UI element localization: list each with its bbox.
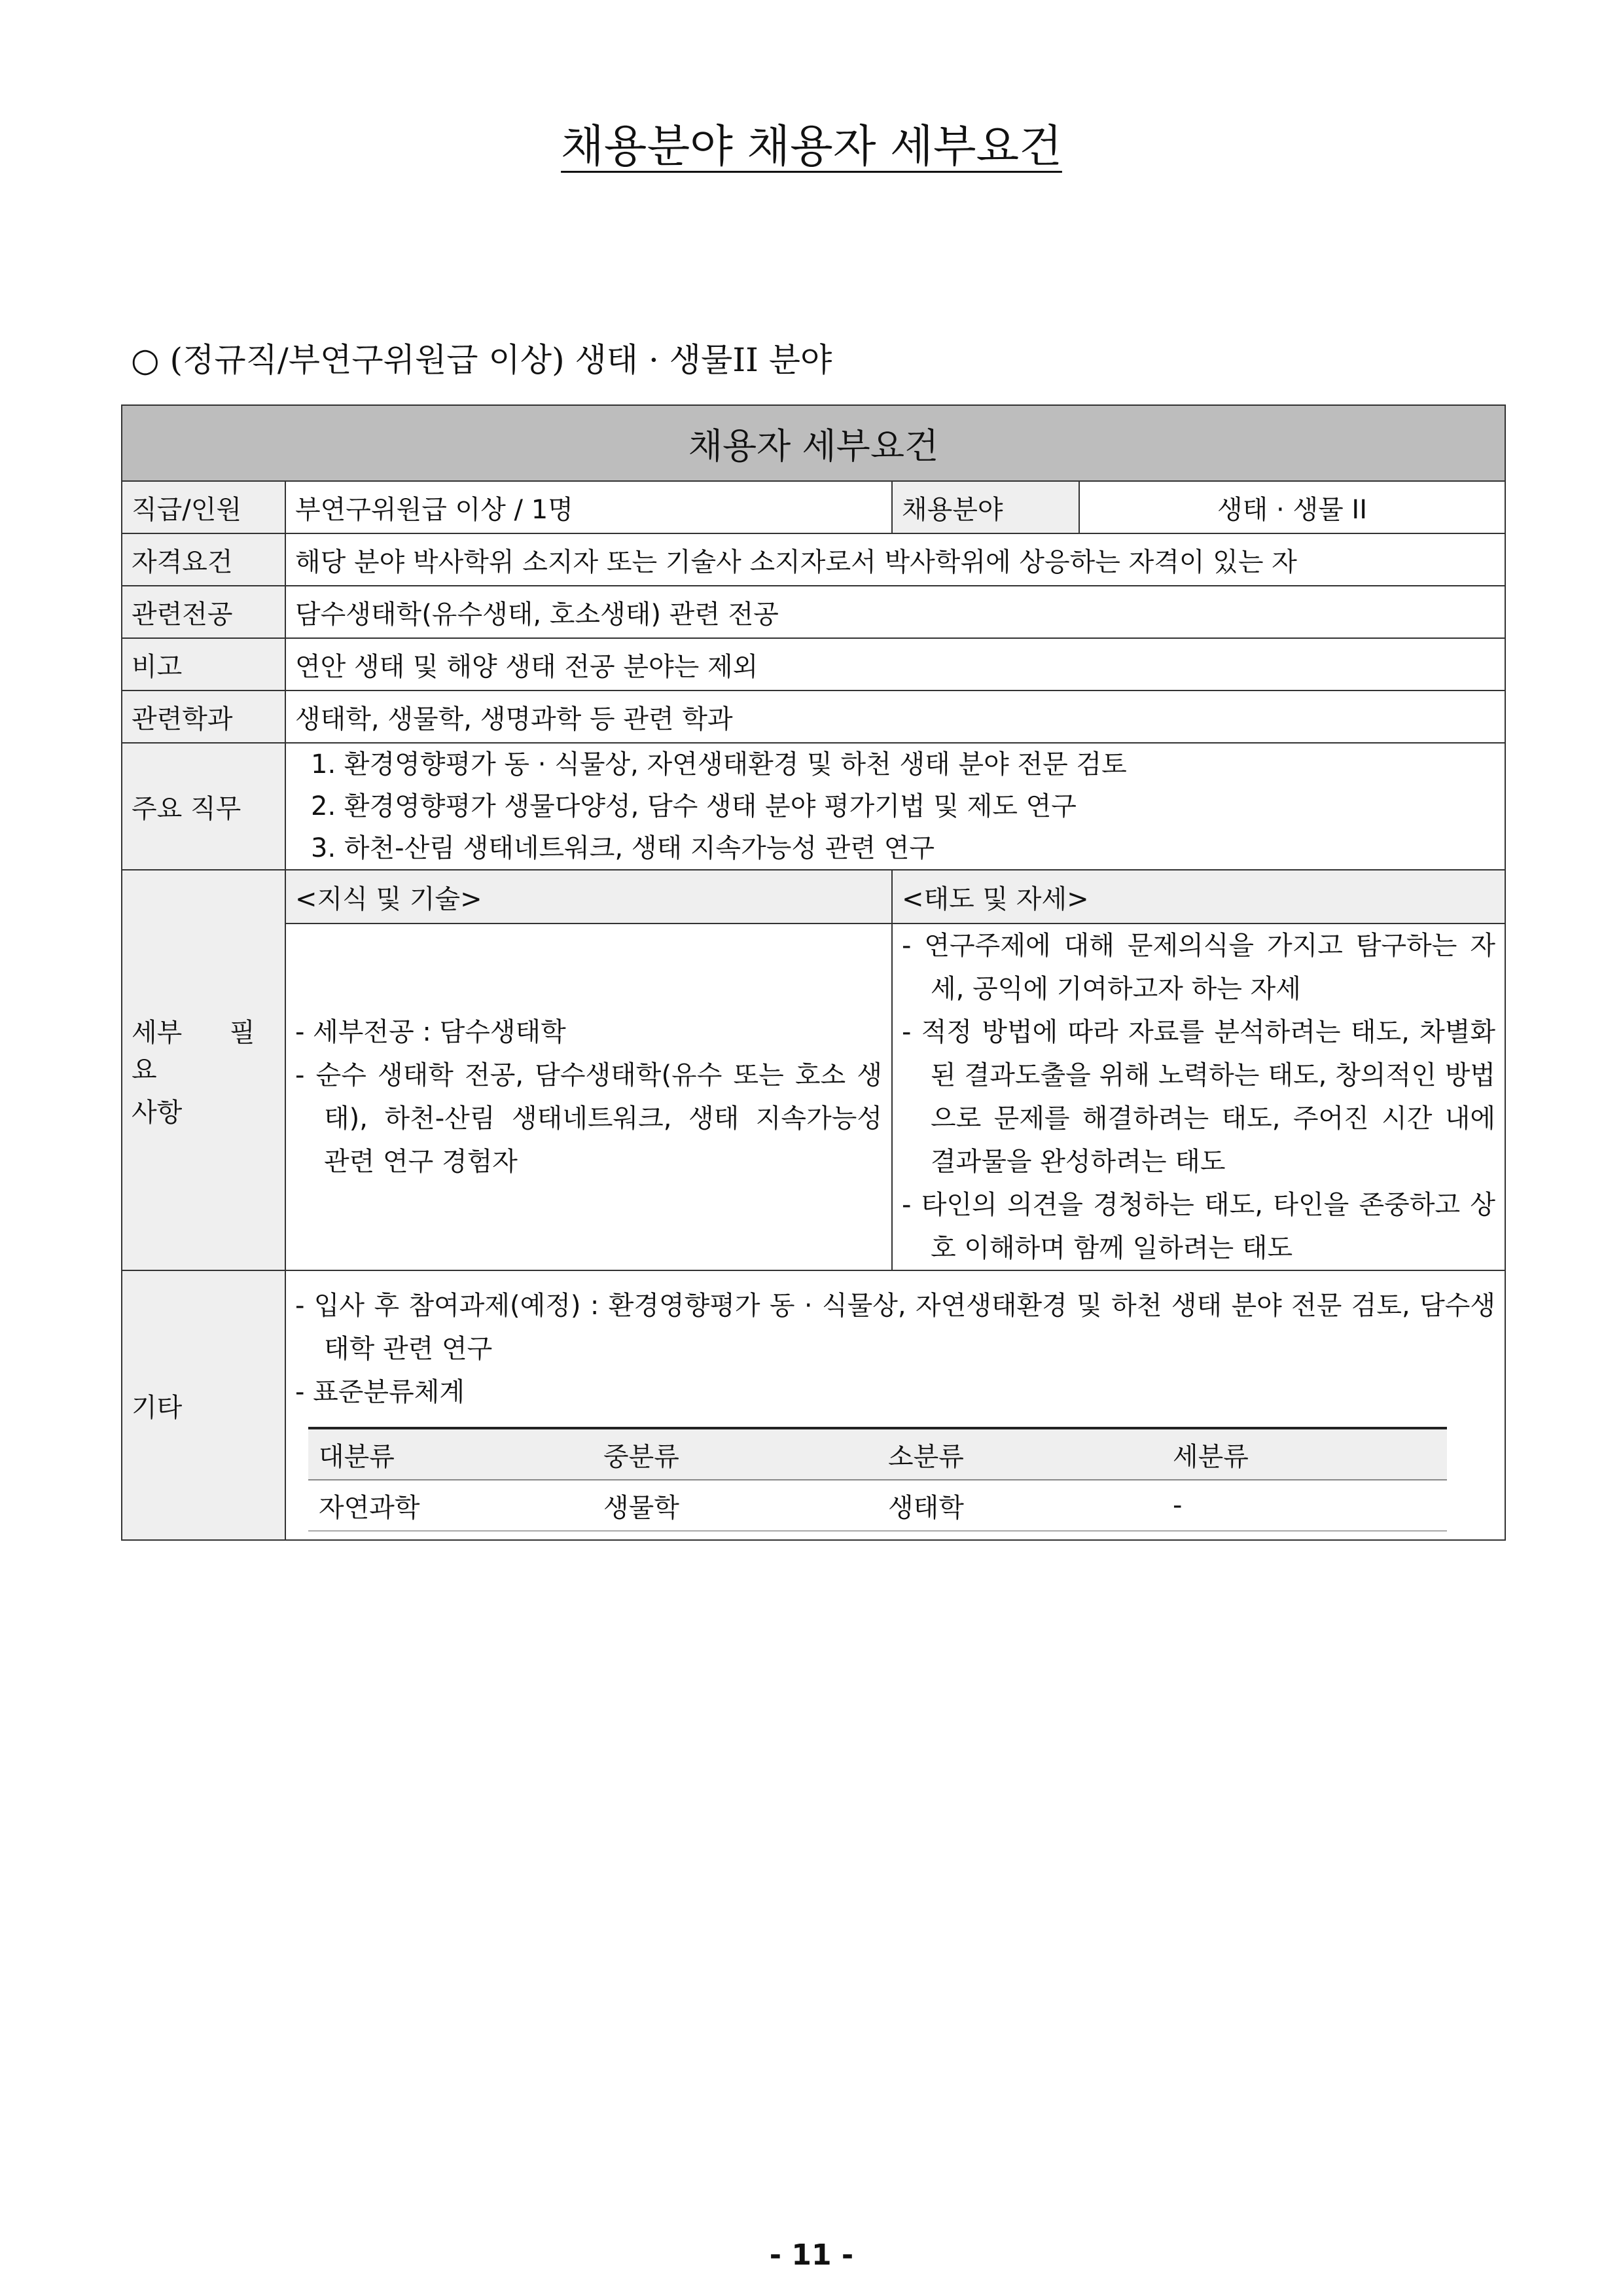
note-label: 비고 (122, 638, 285, 691)
duties-label: 주요 직무 (122, 743, 285, 870)
cls-value-major: 자연과학 (308, 1480, 593, 1531)
section-heading: ○ (정규직/부연구위원급 이상) 생태 · 생물II 분야 (131, 341, 832, 379)
cls-header-detail: 세분류 (1162, 1428, 1447, 1480)
cls-value-middle: 생물학 (593, 1480, 878, 1531)
cls-value-minor: 생태학 (878, 1480, 1162, 1531)
duty-item: 1. 환경영향평가 동 · 식물상, 자연생태환경 및 하천 생태 분야 전문 검토 (311, 749, 1127, 780)
knowledge-item: - 세부전공 : 담수생태학 (295, 1017, 566, 1047)
attitude-cell (892, 924, 1505, 1270)
etc-item: - 입사 후 참여과제(예정) : 환경영향평가 동 · 식물상, 자연생태환경 및 하천 생태 분야 전문 검토, 담수생태학 관련 연구 (295, 1291, 1496, 1364)
knowledge-cell (285, 924, 892, 1270)
qualification-label: 자격요건 (122, 533, 285, 586)
attitude-item: - 타인의 의견을 경청하는 태도, 타인을 존중하고 상호 이해하며 함께 일하려는 태도 (902, 1190, 1496, 1263)
etc-cell (285, 1270, 1505, 1540)
attitude-item: - 적정 방법에 따라 자료를 분석하려는 태도, 차별화된 결과도출을 위해 노력하는 태도, 창의적인 방법으로 문제를 해결하려는 태도, 주어진 시간 내에 결과물을 완성하려는 태도 (902, 1017, 1496, 1177)
cls-header-major: 대분류 (308, 1428, 593, 1480)
dept-label: 관련학과 (122, 691, 285, 743)
etc-item: - 표준분류체계 (295, 1377, 465, 1407)
dept-value: 생태학, 생물학, 생명과학 등 관련 학과 (285, 691, 1505, 743)
position-value: 부연구위원급 이상 / 1명 (285, 481, 892, 533)
attitude-header: <태도 및 자세> (892, 870, 1505, 924)
attitude-item: - 연구주제에 대해 문제의식을 가지고 탐구하는 자세, 공익에 기여하고자 하는 자세 (902, 931, 1496, 1004)
details-label-line-1: 세부 필요 (132, 1017, 255, 1085)
duty-item: 3. 하천-산림 생태네트워크, 생태 지속가능성 관련 연구 (311, 833, 935, 863)
cls-header-middle: 중분류 (593, 1428, 878, 1480)
table-header: 채용자 세부요건 (122, 405, 1505, 481)
cls-value-detail: - (1162, 1480, 1447, 1531)
details-label (122, 870, 285, 1270)
etc-label: 기타 (122, 1270, 285, 1540)
duties-list (285, 743, 1505, 870)
field-value: 생태 · 생물 II (1079, 481, 1505, 533)
details-label-line-2: 사항 (132, 1097, 183, 1128)
page-number: - 11 - (769, 2238, 854, 2272)
knowledge-header: <지식 및 기술> (285, 870, 892, 924)
requirements-table (121, 404, 1506, 1541)
field-label: 채용분야 (892, 481, 1079, 533)
major-value: 담수생태학(유수생태, 호소생태) 관련 전공 (285, 586, 1505, 638)
classification-table (308, 1427, 1447, 1532)
note-value: 연안 생태 및 해양 생태 전공 분야는 제외 (285, 638, 1505, 691)
qualification-value: 해당 분야 박사학위 소지자 또는 기술사 소지자로서 박사학위에 상응하는 자격이 있는 자 (285, 533, 1505, 586)
cls-header-minor: 소분류 (878, 1428, 1162, 1480)
duty-item: 2. 환경영향평가 생물다양성, 담수 생태 분야 평가기법 및 제도 연구 (311, 791, 1077, 821)
knowledge-item: - 순수 생태학 전공, 담수생태학(유수 또는 호소 생태), 하천-산림 생태네트워크, 생태 지속가능성 관련 연구 경험자 (295, 1060, 882, 1177)
page-title: 채용분야 채용자 세부요건 (561, 121, 1062, 173)
position-label: 직급/인원 (122, 481, 285, 533)
major-label: 관련전공 (122, 586, 285, 638)
